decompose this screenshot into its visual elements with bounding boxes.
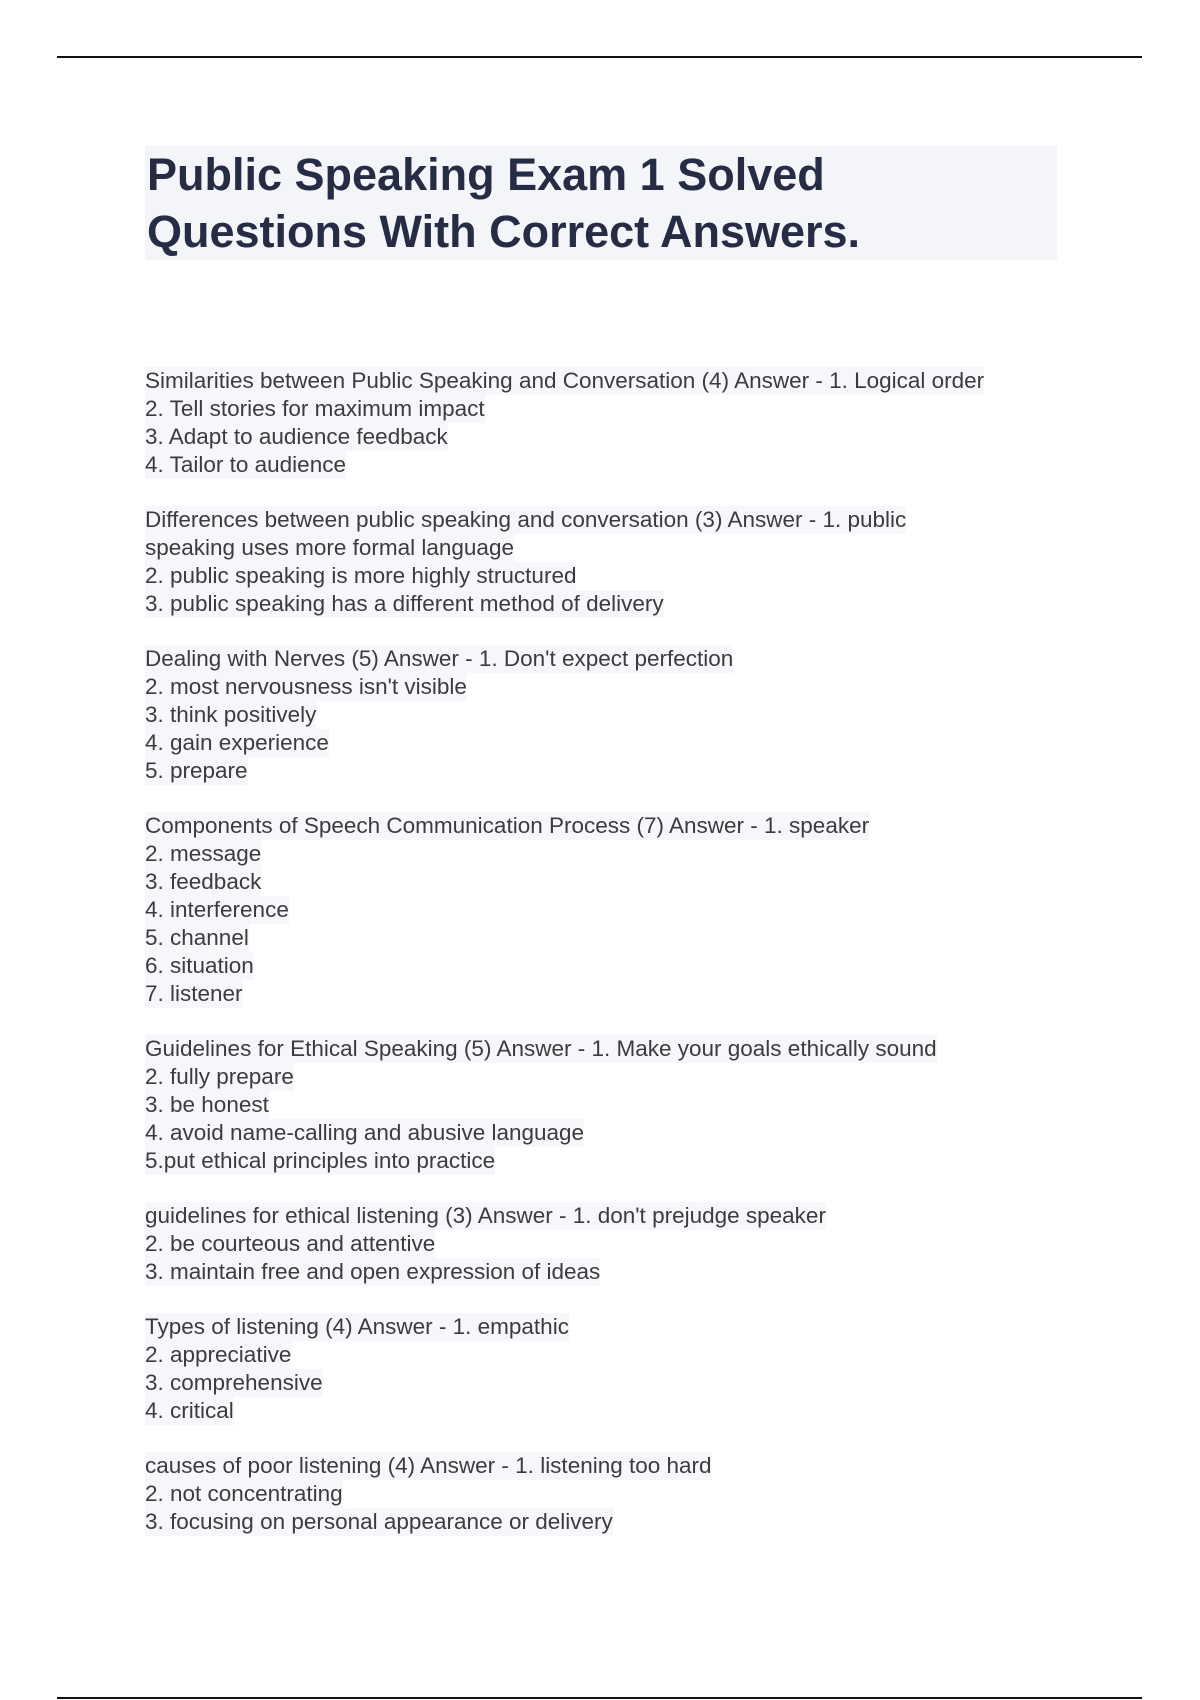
top-divider bbox=[57, 56, 1142, 58]
qa-item bbox=[145, 1313, 1075, 1425]
qa-question-line: Components of Speech Communication Process (7) Answer - 1. speaker bbox=[145, 813, 870, 838]
qa-list bbox=[145, 367, 1075, 1563]
qa-question-line: guidelines for ethical listening (3) Answer - 1. don't prejudge speaker bbox=[145, 1203, 826, 1228]
qa-item bbox=[145, 645, 1075, 785]
qa-answer-line: 7. listener bbox=[145, 981, 243, 1006]
qa-question-line: Dealing with Nerves (5) Answer - 1. Don't expect perfection bbox=[145, 646, 734, 671]
qa-answer-line: 3. be honest bbox=[145, 1092, 269, 1117]
qa-answer-line: 4. Tailor to audience bbox=[145, 452, 346, 477]
title-line-2: Questions With Correct Answers. bbox=[147, 206, 861, 257]
qa-item bbox=[145, 1452, 1075, 1536]
qa-answer-line: 2. be courteous and attentive bbox=[145, 1231, 436, 1256]
qa-item bbox=[145, 367, 1075, 479]
qa-item bbox=[145, 1035, 1075, 1175]
qa-answer-line: 3. public speaking has a different method of delivery bbox=[145, 591, 664, 616]
qa-answer-line: 3. Adapt to audience feedback bbox=[145, 424, 448, 449]
qa-answer-line: 3. feedback bbox=[145, 869, 262, 894]
qa-answer-line: 5. channel bbox=[145, 925, 249, 950]
qa-answer-line: 2. Tell stories for maximum impact bbox=[145, 396, 485, 421]
bottom-divider bbox=[57, 1697, 1142, 1699]
qa-answer-line: 3. comprehensive bbox=[145, 1370, 323, 1395]
qa-answer-line: 2. public speaking is more highly structured bbox=[145, 563, 577, 588]
qa-question-line: causes of poor listening (4) Answer - 1. listening too hard bbox=[145, 1453, 712, 1478]
qa-answer-line: 6. situation bbox=[145, 953, 254, 978]
page-title bbox=[147, 146, 1055, 260]
qa-answer-line: speaking uses more formal language bbox=[145, 535, 514, 560]
qa-answer-line: 3. maintain free and open expression of ideas bbox=[145, 1259, 601, 1284]
qa-answer-line: 4. gain experience bbox=[145, 730, 329, 755]
qa-answer-line: 2. fully prepare bbox=[145, 1064, 294, 1089]
qa-answer-line: 2. not concentrating bbox=[145, 1481, 343, 1506]
qa-answer-line: 5. prepare bbox=[145, 758, 248, 783]
qa-answer-line: 2. most nervousness isn't visible bbox=[145, 674, 467, 699]
qa-question-line: Guidelines for Ethical Speaking (5) Answer - 1. Make your goals ethically sound bbox=[145, 1036, 937, 1061]
qa-answer-line: 2. message bbox=[145, 841, 262, 866]
qa-answer-line: 4. avoid name-calling and abusive language bbox=[145, 1120, 585, 1145]
qa-question-line: Types of listening (4) Answer - 1. empathic bbox=[145, 1314, 569, 1339]
qa-item bbox=[145, 812, 1075, 1008]
qa-answer-line: 4. interference bbox=[145, 897, 289, 922]
qa-question-line: Differences between public speaking and conversation (3) Answer - 1. public bbox=[145, 507, 907, 532]
qa-answer-line: 5.put ethical principles into practice bbox=[145, 1148, 496, 1173]
qa-item bbox=[145, 506, 1075, 618]
qa-answer-line: 4. critical bbox=[145, 1398, 234, 1423]
qa-answer-line: 3. think positively bbox=[145, 702, 317, 727]
qa-answer-line: 3. focusing on personal appearance or delivery bbox=[145, 1509, 613, 1534]
qa-answer-line: 2. appreciative bbox=[145, 1342, 292, 1367]
title-line-1: Public Speaking Exam 1 Solved bbox=[147, 149, 825, 200]
qa-item bbox=[145, 1202, 1075, 1286]
qa-question-line: Similarities between Public Speaking and Conversation (4) Answer - 1. Logical order bbox=[145, 368, 985, 393]
title-block bbox=[145, 146, 1057, 260]
